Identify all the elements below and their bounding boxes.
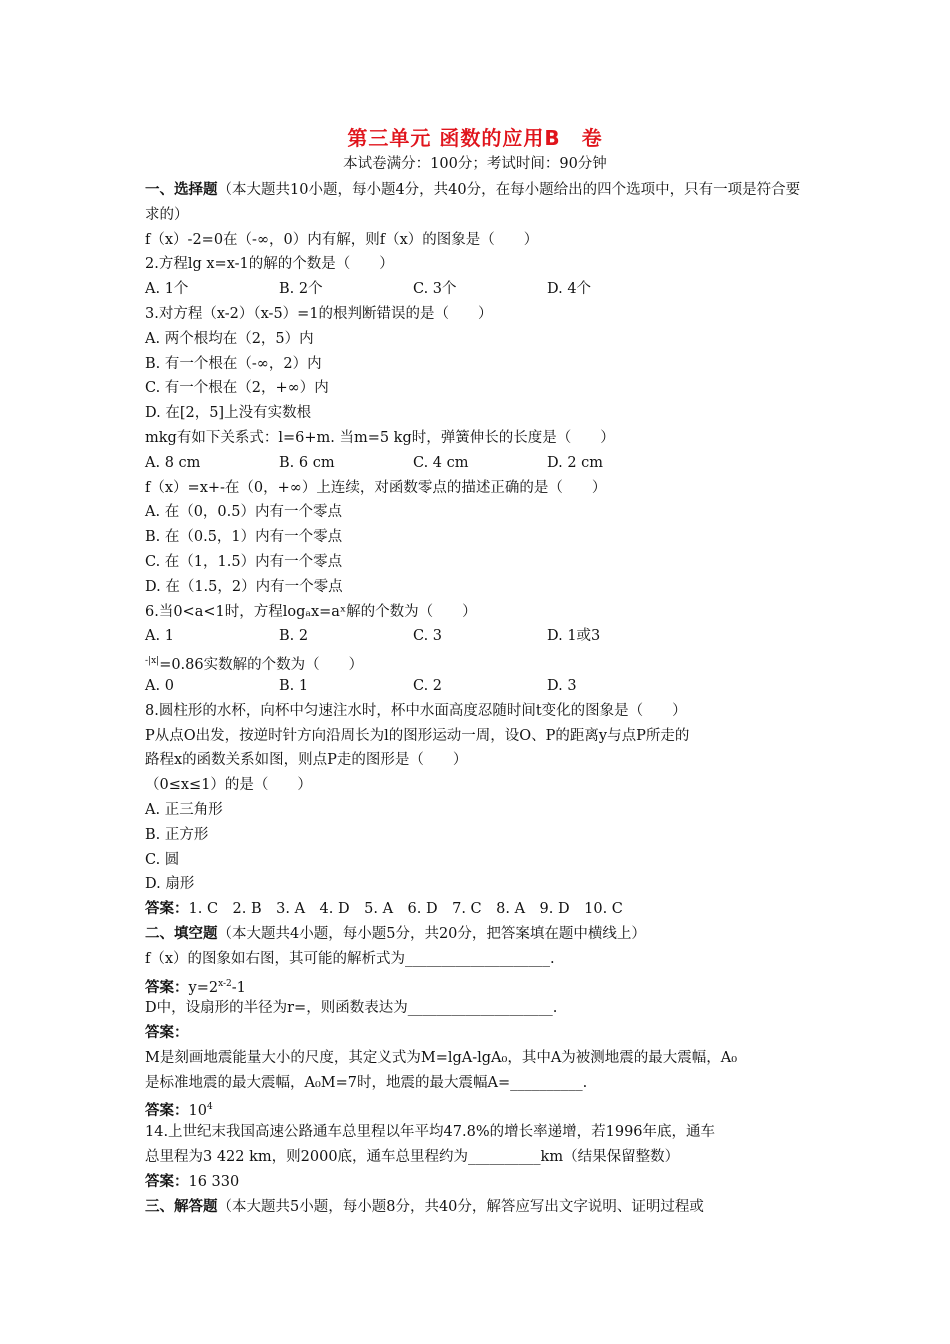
question-7-exponent: -|x| [145, 656, 160, 667]
answers-section-1 [145, 897, 810, 922]
question-5-option-c: C. 在（1，1.5）内有一个零点 [145, 553, 343, 570]
question-6-options [145, 624, 810, 649]
answer-12 [145, 1021, 810, 1046]
section-2-heading: 二、填空题 [145, 925, 218, 942]
answer-14-text: 16 330 [188, 1173, 240, 1190]
question-7-text: =0.86实数解的个数为（ ） [159, 657, 364, 674]
option-a: A. 1 [145, 628, 174, 645]
option-b: B. 2 [279, 628, 309, 645]
option-c: C. 4 cm [413, 454, 469, 471]
answer-label: 答案： [145, 901, 189, 918]
question-2-options [145, 277, 810, 302]
option-d: D. 3 [547, 677, 577, 694]
question-11: f（x）的图象如右图，其可能的解析式为____________________. [145, 950, 555, 967]
question-7-options [145, 674, 810, 699]
section-2-description: （本大题共4小题，每小题5分，共20分，把答案填在题中横线上） [217, 925, 646, 942]
document-body [145, 178, 810, 1219]
question-5-option-d: D. 在（1.5，2）内有一个零点 [145, 578, 343, 595]
section-3-header [145, 1195, 810, 1220]
answer-text: 1. C 2. B 3. A 4. D 5. A 6. D 7. C 8. A 9. D 10. C [188, 901, 623, 918]
answer-label: 答案： [145, 1103, 189, 1120]
answer-13-base: 10 [188, 1103, 207, 1120]
section-1-description: （本大题共10小题，每小题4分，共40分，在每小题给出的四个选项中，只有一项是符合要求的） [145, 182, 801, 223]
question-1: f（x）-2=0在（-∞，0）内有解，则f（x）的图象是（ ） [145, 231, 539, 248]
option-b: B. 6 cm [279, 454, 335, 471]
section-3-heading: 三、解答题 [145, 1198, 218, 1215]
option-c: C. 2 [413, 677, 443, 694]
option-b: B. 1 [279, 677, 309, 694]
answer-label: 答案： [145, 1025, 189, 1042]
answer-13-exponent: 4 [206, 1102, 213, 1113]
question-10: （0≤x≤1）的是（ ） [145, 777, 312, 794]
question-6: 6.当0<a<1时，方程logₐx=aˣ解的个数为（ ） [145, 603, 477, 620]
question-13-line-2: 是标准地震的最大震幅，A₀M=7时，地震的最大震幅A=__________. [145, 1074, 588, 1091]
answer-11 [145, 972, 810, 997]
question-12: D中，设扇形的半径为r=，则函数表达为____________________. [145, 1000, 558, 1017]
answer-14 [145, 1170, 810, 1195]
option-b: B. 2个 [279, 281, 323, 298]
section-1-heading: 一、选择题 [145, 182, 218, 198]
question-3-option-b: B. 有一个根在（-∞，2）内 [145, 355, 322, 372]
section-3-description: （本大题共5小题，每小题8分，共40分，解答应写出文字说明、证明过程或 [217, 1198, 704, 1215]
option-c: C. 3 [413, 628, 443, 645]
option-c: C. 3个 [413, 281, 457, 298]
question-13-line-1: M是刻画地震能量大小的尺度，其定义式为M=lgA-lgA₀，其中A为被测地震的最大震幅，A₀ [145, 1049, 738, 1066]
question-10-option-a: A. 正三角形 [145, 801, 223, 818]
section-2-header [145, 922, 810, 947]
question-10-option-b: B. 正方形 [145, 826, 209, 843]
page-title: 第三单元 函数的应用B 卷 [347, 126, 603, 150]
question-2: 2.方程lg x=x-1的解的个数是（ ） [145, 256, 394, 273]
option-d: D. 1或3 [547, 628, 601, 645]
question-14-line-2: 总里程为3 422 km，则2000底，通车总里程约为__________km（结果保留整数） [145, 1149, 680, 1166]
question-3-option-c: C. 有一个根在（2，+∞）内 [145, 380, 329, 397]
answer-11-exponent: x-2 [218, 978, 232, 989]
option-d: D. 2 cm [547, 454, 604, 471]
question-7 [145, 649, 810, 674]
question-3-option-d: D. 在[2，5]上没有实数根 [145, 405, 312, 422]
question-3-option-a: A. 两个根均在（2，5）内 [145, 330, 314, 347]
question-10-option-c: C. 圆 [145, 851, 180, 868]
option-a: A. 1个 [145, 281, 189, 298]
question-3: 3.对方程（x-2）（x-5）=1的根判断错误的是（ ） [145, 305, 493, 322]
option-a: A. 0 [145, 677, 174, 694]
answer-11-tail: -1 [231, 979, 246, 996]
question-4: mkg有如下关系式：l=6+m. 当m=5 kg时，弹簧伸长的长度是（ ） [145, 429, 615, 446]
question-14-line-1: 14.上世纪末我国高速公路通车总里程以年平均47.8%的增长率递增，若1996年底，通车 [145, 1124, 716, 1141]
answer-label: 答案： [145, 1173, 189, 1190]
option-a: A. 8 cm [145, 454, 201, 471]
question-5-option-a: A. 在（0，0.5）内有一个零点 [145, 504, 342, 521]
question-5: f（x）=x+-在（0，+∞）上连续，对函数零点的描述正确的是（ ） [145, 479, 607, 496]
answer-13 [145, 1095, 810, 1120]
question-9-line-1: P从点O出发，按逆时针方向沿周长为l的图形运动一周，设O、P的距离y与点P所走的 [145, 727, 690, 744]
section-1-header [145, 178, 810, 228]
question-4-options [145, 451, 810, 476]
question-9-line-2: 路程x的函数关系如图，则点P走的图形是（ ） [145, 752, 468, 769]
question-5-option-b: B. 在（0.5，1）内有一个零点 [145, 529, 343, 546]
option-d: D. 4个 [547, 281, 592, 298]
exam-info: 本试卷满分：100分；考试时间：90分钟 [343, 156, 607, 172]
answer-11-base: y=2 [188, 979, 219, 996]
answer-label: 答案： [145, 979, 189, 996]
question-10-option-d: D. 扇形 [145, 876, 195, 893]
question-8: 8.圆柱形的水杯，向杯中匀速注水时，杯中水面高度忍随时间t变化的图象是（ ） [145, 702, 687, 719]
